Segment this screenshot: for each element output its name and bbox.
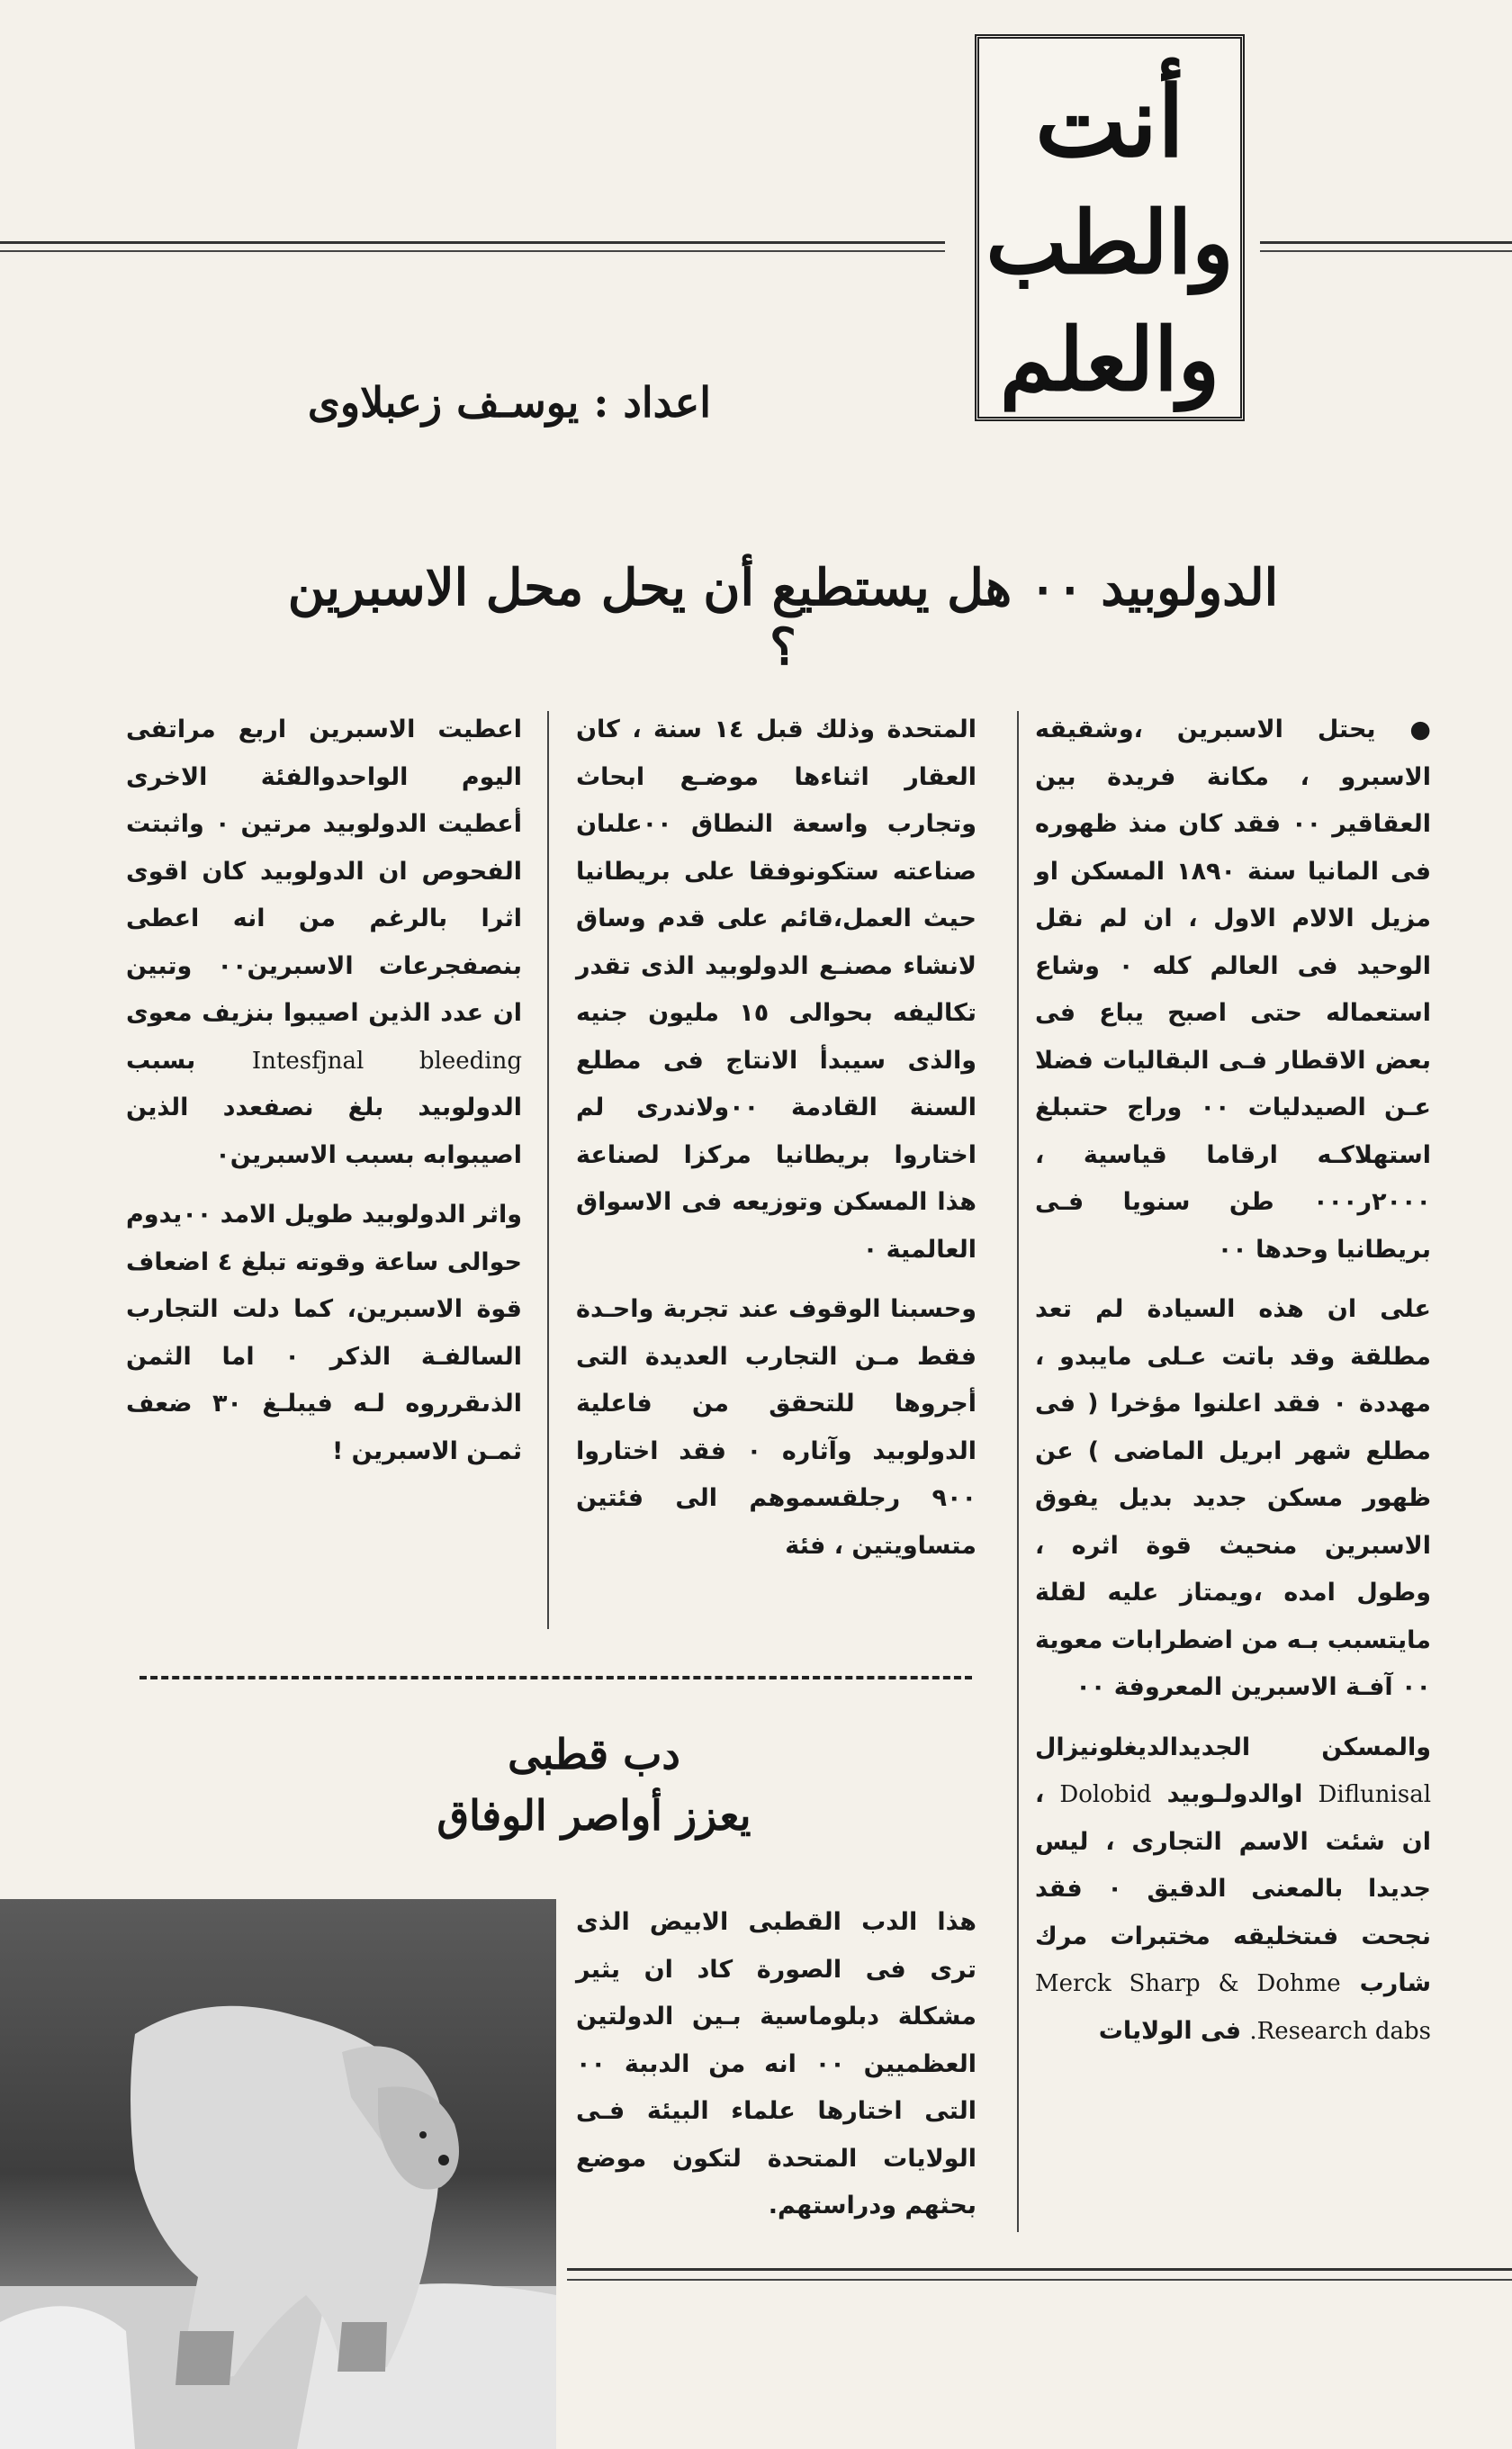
header-rule-left-2 xyxy=(0,250,945,252)
section-divider xyxy=(140,1676,972,1679)
article-column-middle xyxy=(576,707,976,1582)
paragraph: المتحدة وذلك قبل ١٤ سنة ، كان العقار اثناءها موضـع ابحاث وتجارب واسعة النطاق ٠٠علىان صناعته ستكونوفقا على بريطانيا حيث العمل،قائم على قدم وساق لانشاء مصنـع الدولوبيد الذى تقدر تكاليفه بحوالى ١٥ مليون جنيه والذى سيبدأ الانتاج فى مطلع السنة القادمة ٠٠ولاندرى لم اختاروا بريطانيا مركزا لصناعة هذا المسكن وتوزيعه فى الاسواق العالمية ٠ xyxy=(576,716,976,1264)
column-divider-right xyxy=(1017,711,1019,2232)
footer-rule-2 xyxy=(567,2279,1512,2281)
polar-bear-photo xyxy=(0,1899,556,2449)
bear-story-title: دب قطبى يعزز أواصر الوفاق xyxy=(436,1730,752,1840)
author-byline: اعداد : يوسـف زعبلاوى xyxy=(307,378,711,427)
article-column-left xyxy=(126,707,522,1488)
column-divider-left xyxy=(547,711,549,1629)
header-rule-left xyxy=(0,241,945,244)
bear-story-text xyxy=(576,1899,976,2243)
header-rule-right xyxy=(1260,241,1512,244)
paragraph: والمسكن الجديدالديغلونيزال Diflunisal اوالدولـوبيد Dolobid ، ان شئت الاسم التجارى ، ليس جديدا بالمعنى الدقيق ٠ فقد نجحت فىتخليقه مختبرات مرك شارب Merck Sharp & Dohme Research dabs. فى الولايات xyxy=(1035,1733,1432,2045)
footer-rule xyxy=(567,2268,1512,2271)
header-rule-right-2 xyxy=(1260,250,1512,252)
paragraph: وحسبنا الوقوف عند تجربة واحـدة فقط مـن التجارب العديدة التى أجروها للتحقق من فاعلية الدولوبيد وآثاره ٠ فقد اختاروا ٩٠٠ رجلقسموهم الى فئتين متساويتين ، فئة xyxy=(576,1295,976,1560)
calligraphy-logo-icon xyxy=(984,43,1236,412)
paragraph: هذا الدب القطبى الابيض الذى ترى فى الصورة كاد ان يثير مشكلة دبلوماسية بـين الدولتين العظميين ٠٠ انه من الدببة ٠٠ التى اختارها علماء البيئة فـى الولايات المتحدة لتكون موضع بحثهم ودراستهم. xyxy=(576,1908,977,2219)
paragraph: اعطيت الاسبرين اربع مراتفى اليوم الواحدوالفئة الاخرى أعطيت الدولوبيد مرتين ٠ واثبتت الفحوص ان الدولوبيد كان اقوى اثرا بالرغم من انه اعطى بنصفجرعات الاسبرين٠٠ وتبين ان عدد الذين اصيبوا بنزيف معوى Intesfjnal bleeding بسبب الدولوبيد بلغ نصفعدد الذين اصيبوابه بسبب الاسبرين٠ xyxy=(126,716,522,1169)
article-title: الدولوبيد ٠٠ هل يستطيع أن يحل محل الاسبرين ؟ xyxy=(287,558,1279,677)
svg-text:والعلم: والعلم xyxy=(999,309,1220,410)
paragraph: ● يحتل الاسبرين ،وشقيقه الاسبرو ، مكانة فريدة بين العقاقير ٠٠ فقد كان منذ ظهوره فى المانيا سنة ١٨٩٠ المسكن او مزيل الالام الاول ، ان لم نقل الوحيد فى العالم كله ٠ وشاع استعماله حتى اصبح يباع فى بعض الاقطار فـى البقاليات فضلا عـن الصيدليات ٠٠ وراج حتىبلغ استهلاكـه ارقاما قياسية ، ٢٠٠٠ر٠٠٠ طن سنويا فـى بريطانيا وحدها ٠٠ xyxy=(1035,716,1432,1264)
svg-text:أنت: أنت xyxy=(1034,66,1185,179)
paragraph: واثر الدولوبيد طويل الامد ٠٠يدوم حوالى ساعة وقوته تبلغ ٤ اضعاف قوة الاسبرين، كما دلت التجارب السالفـة الذكر ٠ اما الثمن الذىقرروه لـه فيبلـغ ٣٠ ضعف ثمـن الاسبرين ! xyxy=(126,1201,523,1465)
svg-text:والطب: والطب xyxy=(986,192,1234,293)
column-logo xyxy=(975,34,1245,421)
paragraph: على ان هذه السيادة لم تعد مطلقة وقد باتت عـلى مايبدو ، مهددة ٠ فقد اعلنوا مؤخرا ( فى مطلع شهر ابريل الماضى ) عن ظهور مسكن جديد بديل يفوق الاسبرين منحيث قوة اثره ، وطول امده ،ويمتاز عليه لقلة مايتسبب بـه من اضطرابات معوية ٠٠ آفـة الاسبرين المعروفة ٠٠ xyxy=(1035,1295,1431,1701)
article-column-right xyxy=(1035,707,1431,2067)
